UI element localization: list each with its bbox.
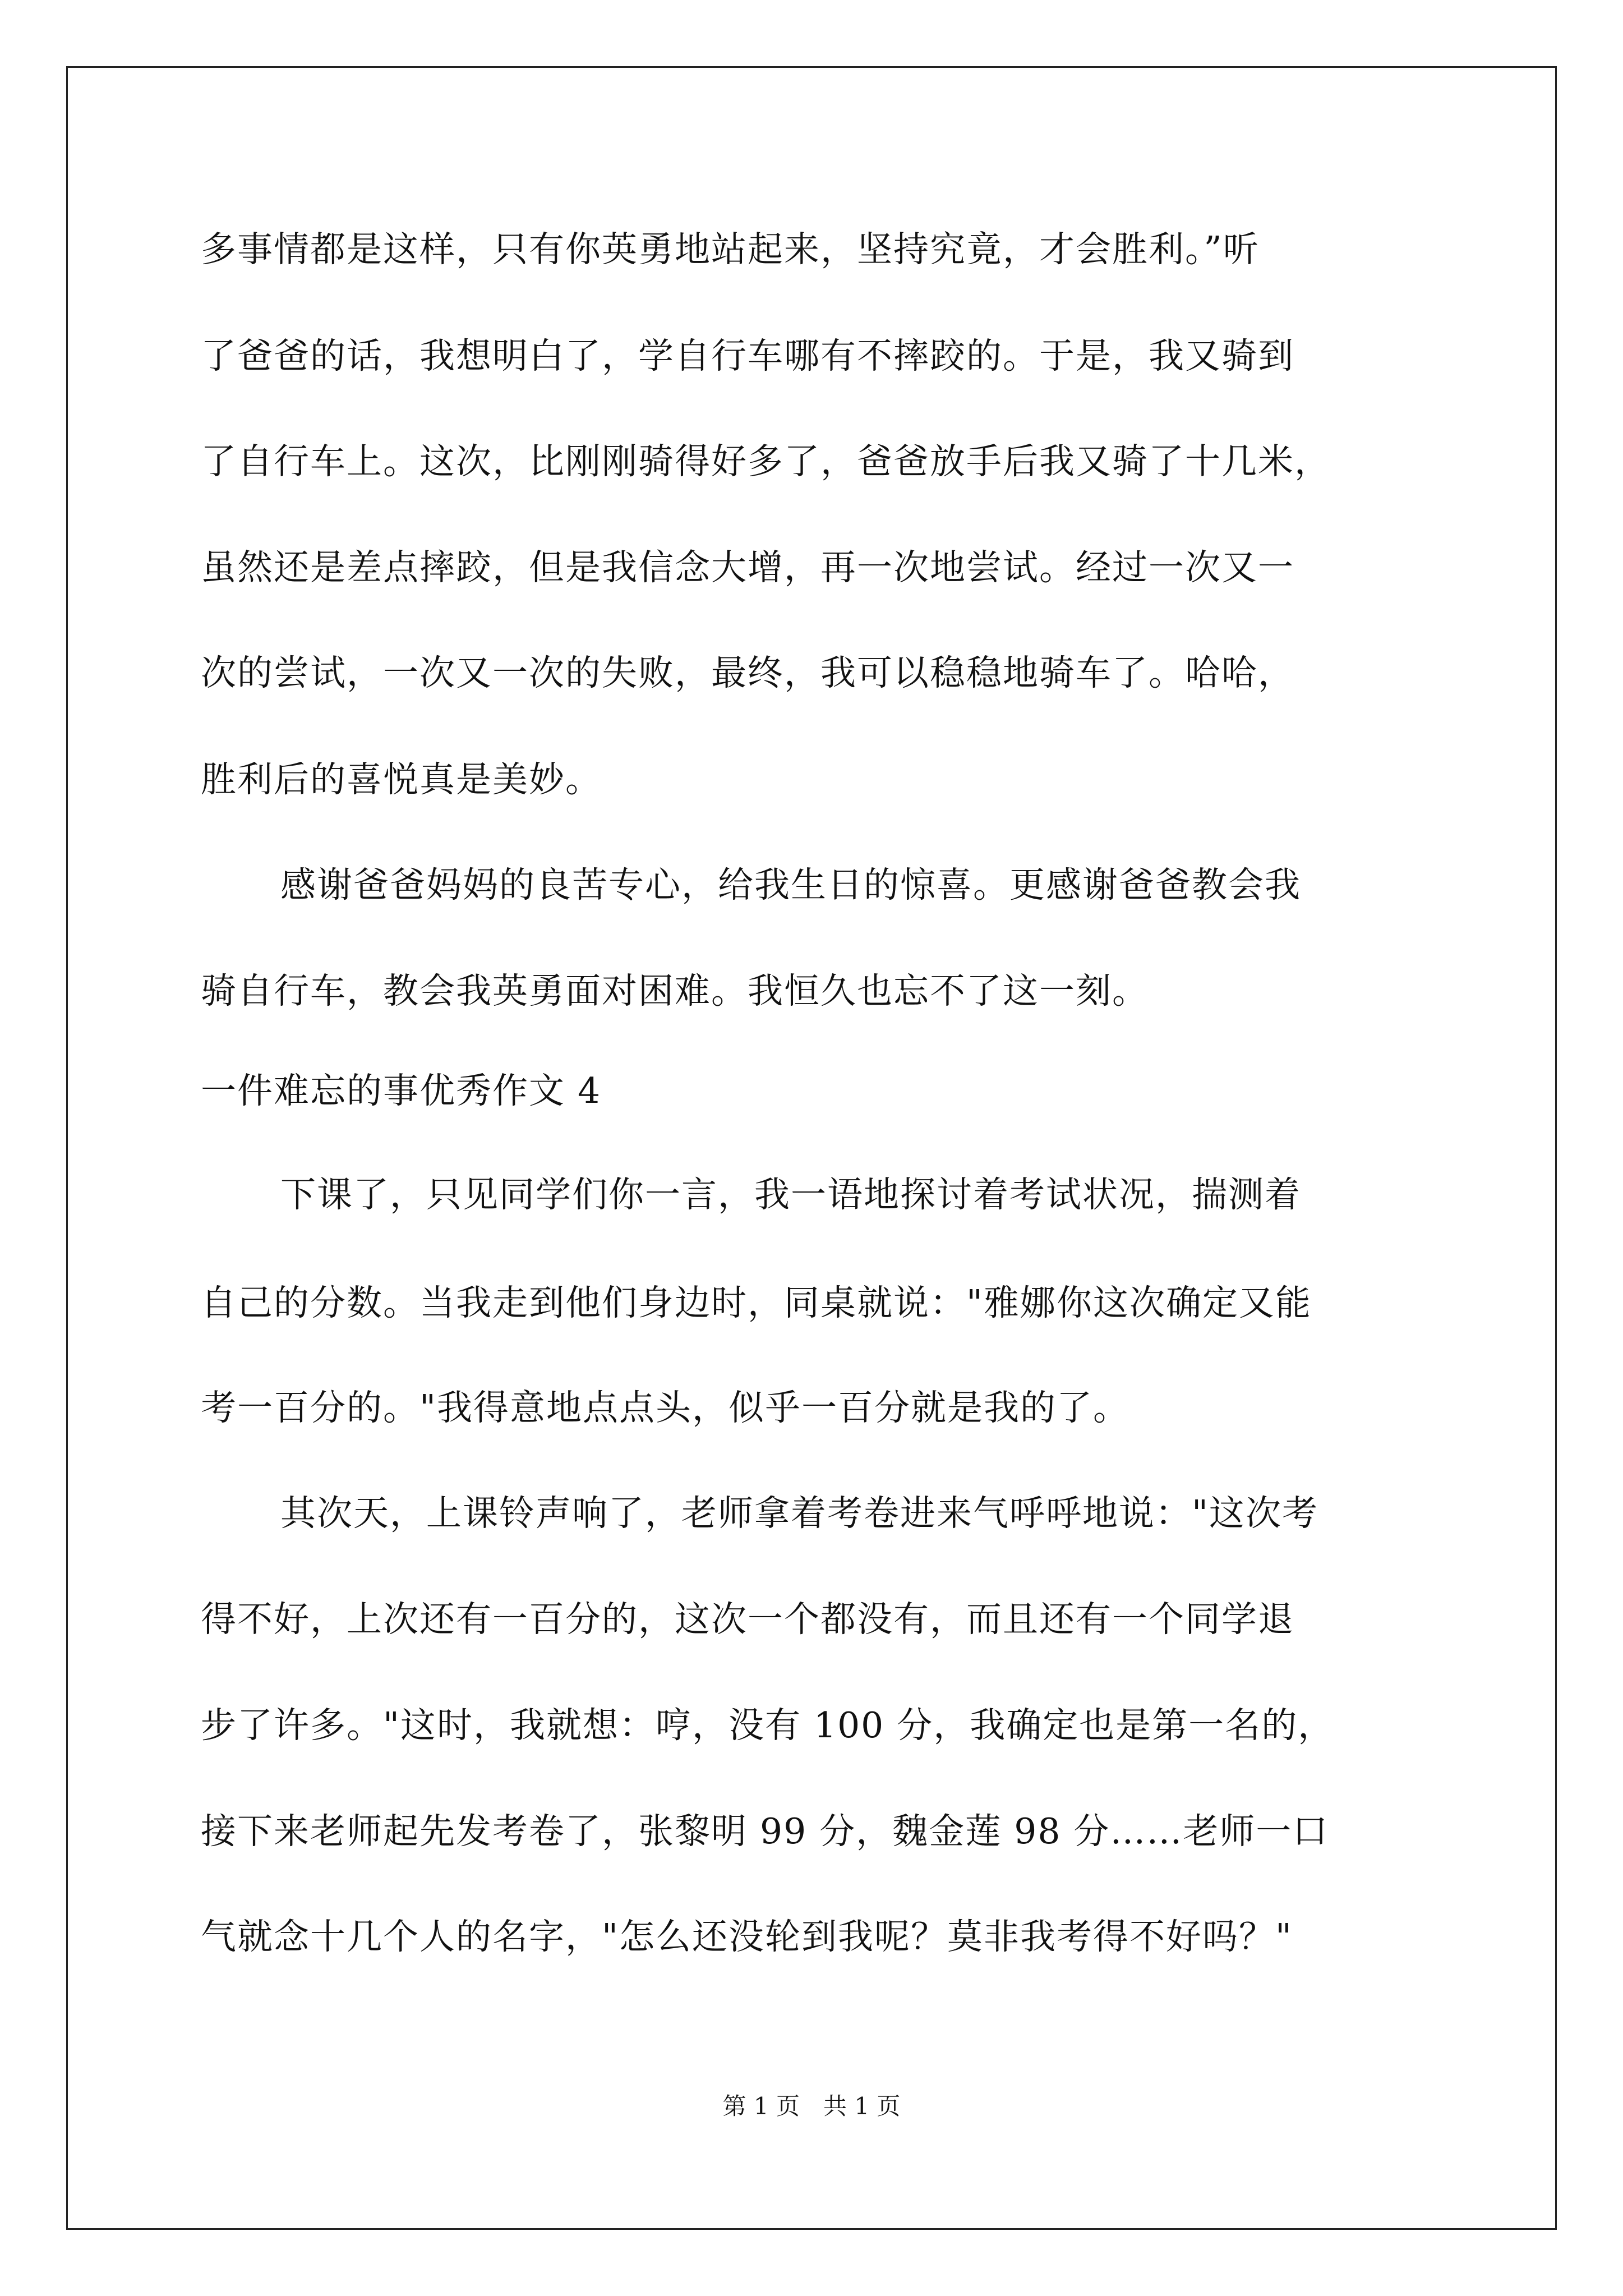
section-heading: 一件难忘的事优秀作文 4 [201, 1070, 602, 1111]
body-line: 多事情都是这样，只有你英勇地站起来，坚持究竟，才会胜利。”听 [201, 229, 1260, 270]
body-line: 胜利后的喜悦真是美妙。 [201, 759, 602, 800]
body-line: 步了许多。"这时，我就想：哼，没有 100 分，我确定也是第一名的， [201, 1705, 1335, 1746]
body-line: 考一百分的。"我得意地点点头，似乎一百分就是我的了。 [201, 1387, 1129, 1428]
body-line: 气就念十几个人的名字，"怎么还没轮到我呢？莫非我考得不好吗？" [201, 1916, 1293, 1957]
body-line: 次的尝试，一次又一次的失败，最终，我可以稳稳地骑车了。哈哈， [201, 652, 1294, 693]
body-line: 骑自行车，教会我英勇面对困难。我恒久也忘不了这一刻。 [201, 970, 1149, 1011]
page-footer: 第 1 页 共 1 页 [722, 2092, 901, 2120]
body-line: 自己的分数。当我走到他们身边时，同桌就说："雅娜你这次确定又能 [201, 1282, 1312, 1323]
body-line: 得不好，上次还有一百分的，这次一个都没有，而且还有一个同学退 [201, 1599, 1294, 1640]
body-line: 虽然还是差点摔跤，但是我信念大增，再一次地尝试。经过一次又一 [201, 547, 1294, 588]
page-border [66, 66, 1557, 2230]
body-line: 了自行车上。这次，比刚刚骑得好多了，爸爸放手后我又骑了十几米， [201, 441, 1331, 482]
body-line: 其次天，上课铃声响了，老师拿着考卷进来气呼呼地说："这次考 [280, 1493, 1318, 1534]
body-line: 了爸爸的话，我想明白了，学自行车哪有不摔跤的。于是，我又骑到 [201, 335, 1294, 376]
body-line: 感谢爸爸妈妈的良苦专心，给我生日的惊喜。更感谢爸爸教会我 [280, 864, 1301, 905]
body-line: 下课了，只见同学们你一言，我一语地探讨着考试状况，揣测着 [280, 1174, 1301, 1215]
body-line: 接下来老师起先发考卷了，张黎明 99 分，魏金莲 98 分……老师一口 [201, 1811, 1329, 1852]
